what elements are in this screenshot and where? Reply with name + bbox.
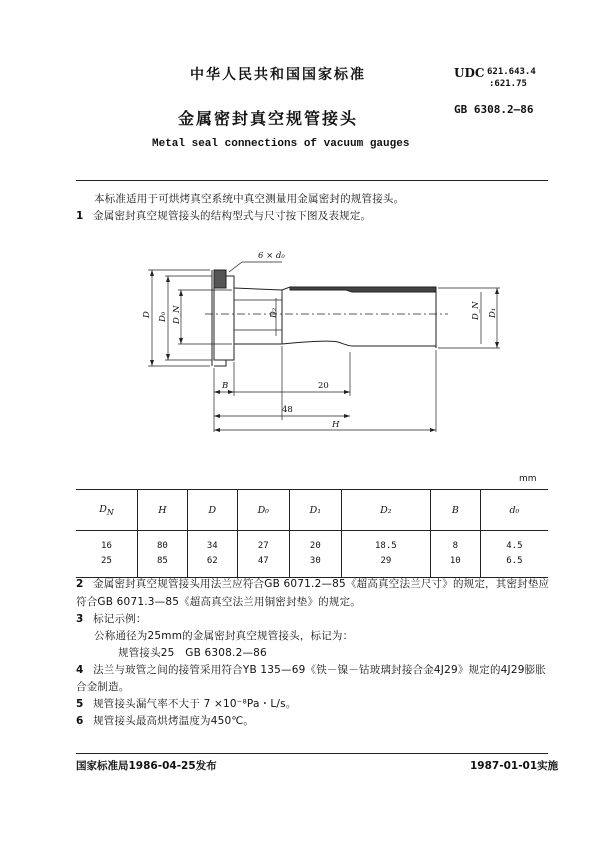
flange-outline	[214, 276, 234, 360]
page-title: 金属密封真空规管接头	[178, 109, 359, 128]
udc-code-line1: 621.643.4	[487, 67, 536, 77]
marking-code: 规管接头25 GB 6308.2—86	[118, 647, 267, 659]
udc-code-line2: :621.75	[489, 79, 527, 89]
col-d2: D₂	[341, 490, 430, 531]
label-20: 20	[318, 381, 329, 391]
col-d1: D₁	[289, 490, 341, 531]
table-row: 25 85 62 47 30 29 10 6.5	[76, 553, 548, 578]
national-standard-heading: 中华人民共和国国家标准	[190, 67, 366, 83]
clause-6: 6 规管接头最高烘烤温度为450℃。	[76, 715, 255, 727]
marking-example: 公称通径为25mm的金属密封真空规管接头，标记为：	[94, 630, 354, 642]
clause-4-continued: 合金制造。	[76, 681, 130, 693]
clause-text: 金属密封真空规管接头的结构型式与尺寸按下图及表规定。	[93, 210, 372, 222]
clause-2: 2 金属密封真空规管接头用法兰应符合GB 6071.2—85《超高真空法兰尺寸》的规定，其密封垫应	[76, 578, 550, 590]
label-DN-right: D_N	[471, 301, 481, 320]
standard-number: GB 6308.2—86	[454, 103, 534, 116]
table-row: 16 80 34 27 20 18.5 8 4.5	[76, 531, 548, 554]
col-b: B	[430, 490, 480, 531]
clause-4: 4 法兰与玻管之间的接管采用符合YB 135—69《铁－镍－钴玻璃封接合金4J29》规定的4J29膨胀	[76, 664, 546, 676]
col-h: H	[137, 490, 187, 531]
clause-number: 1	[76, 210, 84, 222]
col-dn: $D_N$	[76, 490, 137, 531]
label-DN: D_N	[172, 305, 182, 324]
page-title-english: Metal seal connections of vacuum gauges	[152, 138, 410, 150]
label-48: 48	[282, 405, 293, 415]
label-D0: D₀	[158, 311, 168, 322]
label-holes: 6 × d₀	[258, 251, 285, 261]
label-D: D	[142, 311, 152, 318]
label-H: H	[332, 420, 340, 430]
dimension-table	[76, 489, 548, 578]
effective-date: 1987-01-01实施	[470, 760, 559, 772]
col-d: D	[187, 490, 237, 531]
clause-2-continued: 符合GB 6071.3—85《超高真空法兰用铜密封垫》的规定。	[76, 596, 361, 608]
footer-rule	[76, 753, 548, 754]
intro-paragraph: 本标准适用于可烘烤真空系统中真空测量用金属密封的规管接头。	[94, 193, 405, 205]
tube-lower-edge	[234, 341, 436, 346]
label-D1: D₁	[488, 307, 498, 318]
col-d0: D₀	[237, 490, 289, 531]
bolt-hole-section	[214, 270, 226, 288]
clause-3: 3 标记示例：	[76, 613, 147, 625]
unit-label: mm	[519, 474, 537, 484]
udc-label: UDC	[454, 66, 485, 80]
label-D2: D₂	[269, 307, 279, 318]
glass-seal-section	[290, 287, 436, 292]
clause-5: 5 规管接头漏气率不大于 7 ×10⁻⁸Pa・L/s。	[76, 698, 297, 710]
issuer-date: 国家标准局1986-04-25发布	[76, 760, 217, 772]
table-header-row	[76, 490, 548, 531]
col-d-small: d₀	[480, 490, 548, 531]
label-B: B	[222, 381, 229, 391]
